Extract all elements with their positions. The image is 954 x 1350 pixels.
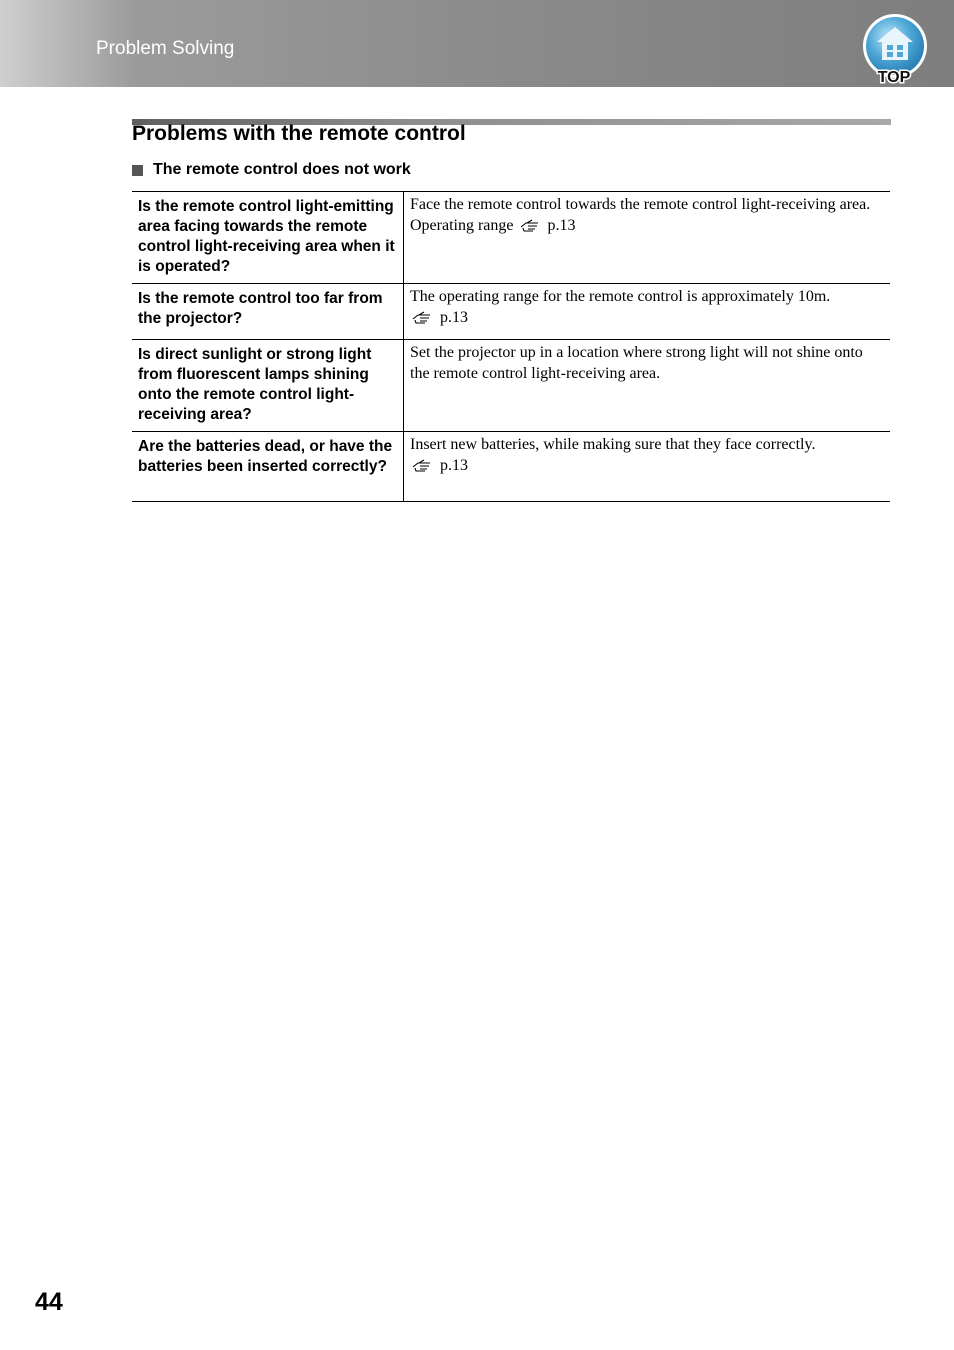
page-reference[interactable] [410,457,468,474]
answer-cell [404,432,891,502]
answer-text: Face the remote control towards the remote control light-receiving area. [410,196,871,213]
reference-page: p.13 [547,217,576,234]
page-reference[interactable] [410,309,468,326]
table-row [132,192,890,284]
header-section-title: Problem Solving [96,38,235,59]
question-cell: Is the remote control too far from the projector? [132,284,404,340]
page-reference[interactable] [410,217,576,234]
table-row [132,340,890,432]
table-row [132,432,890,502]
reference-prefix: Operating range [410,217,514,234]
answer-cell [404,192,891,284]
page-number: 44 [35,1288,63,1316]
page-title: Problems with the remote control [132,122,466,145]
answer-cell [404,340,891,432]
question-cell: Is the remote control light-emitting area facing towards the remote control light-receiving area when it is operated? [132,192,404,284]
house-icon [858,12,932,86]
answer-cell [404,284,891,340]
pointing-hand-icon [412,458,432,479]
answer-text: The operating range for the remote control is approximately 10m. [410,288,831,305]
subheading [132,161,411,179]
answer-text: Set the projector up in a location where strong light will not shine onto the remote control light-receiving area. [410,344,863,382]
answer-text: Insert new batteries, while making sure that they face correctly. [410,436,816,453]
table-row [132,284,890,340]
top-button-label: TOP [877,69,911,86]
pointing-hand-icon [520,218,540,239]
square-bullet-icon [132,165,143,176]
reference-page: p.13 [440,457,468,474]
reference-page: p.13 [440,309,468,326]
question-cell: Is direct sunlight or strong light from fluorescent lamps shining onto the remote control light-receiving area? [132,340,404,432]
subheading-text: The remote control does not work [153,161,411,178]
pointing-hand-icon [412,310,432,331]
troubleshooting-table [132,191,890,502]
question-cell: Are the batteries dead, or have the batteries been inserted correctly? [132,432,404,502]
top-button[interactable] [858,12,932,86]
